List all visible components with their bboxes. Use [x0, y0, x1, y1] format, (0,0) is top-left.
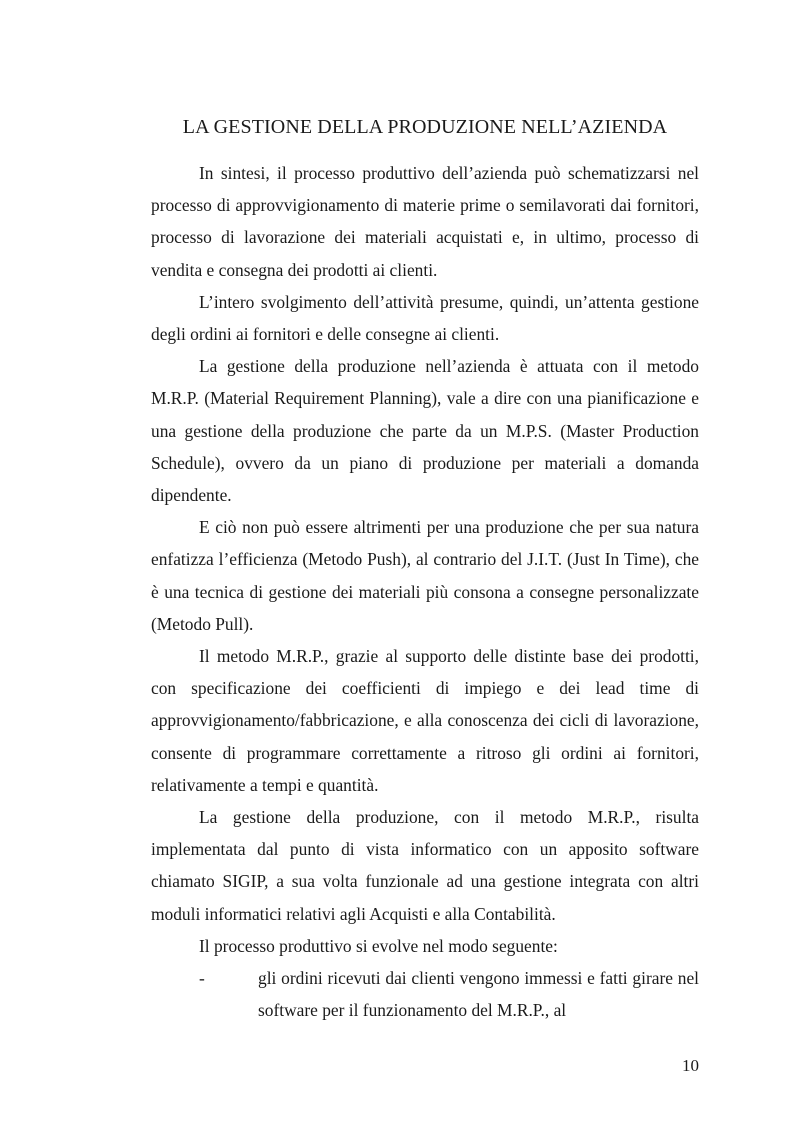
paragraph: L’intero svolgimento dell’attività presume, quindi, un’attenta gestione degli ordini ai fornitori e delle consegne ai clienti. — [151, 291, 699, 345]
page-title: LA GESTIONE DELLA PRODUZIONE NELL’AZIENDA — [182, 116, 668, 138]
page-number: 10 — [682, 1056, 699, 1075]
paragraph: E ciò non può essere altrimenti per una produzione che per sua natura enfatizza l’efficienza (Metodo Push), al contrario del J.I.T. (Just In Time), che è una tecnica di gestione dei materiali più consona a consegne personalizzate (Metodo Pull). — [151, 517, 699, 634]
paragraph: Il metodo M.R.P., grazie al supporto delle distinte base dei prodotti, con specificazione dei coefficienti di impiego e dei lead time di approvvigionamento/fabbricazione, e alla conoscenza dei cicli di lavorazione, consente di programmare correttamente a ritroso gli ordini ai fornitori, relativamente a tempi e quantità. — [151, 646, 699, 795]
document-body — [151, 157, 699, 1026]
list-item-text: gli ordini ricevuti dai clienti vengono immessi e fatti girare nel software per il funzionamento del M.R.P., al — [258, 968, 699, 1021]
paragraph: Il processo produttivo si evolve nel modo seguente: — [199, 935, 558, 956]
paragraph: In sintesi, il processo produttivo dell’azienda può schematizzarsi nel processo di approvvigionamento di materie prime o semilavorati dai fornitori, processo di lavorazione dei materiali acquistati e, in ultimo, processo di vendita e consegna dei prodotti ai clienti. — [151, 163, 699, 280]
list-marker: - — [199, 968, 205, 989]
paragraph: La gestione della produzione, con il metodo M.R.P., risulta implementata dal punto di vista informatico con un apposito software chiamato SIGIP, a sua volta funzionale ad una gestione integrata con altri moduli informatici relativi agli Acquisti e alla Contabilità. — [151, 807, 699, 924]
paragraph: La gestione della produzione nell’azienda è attuata con il metodo M.R.P. (Material Requirement Planning), vale a dire con una pianificazione e una gestione della produzione che parte da un M.P.S. (Master Production Schedule), ovvero da un piano di produzione per materiali a domanda dipendente. — [151, 356, 699, 506]
list-item — [151, 962, 699, 1026]
